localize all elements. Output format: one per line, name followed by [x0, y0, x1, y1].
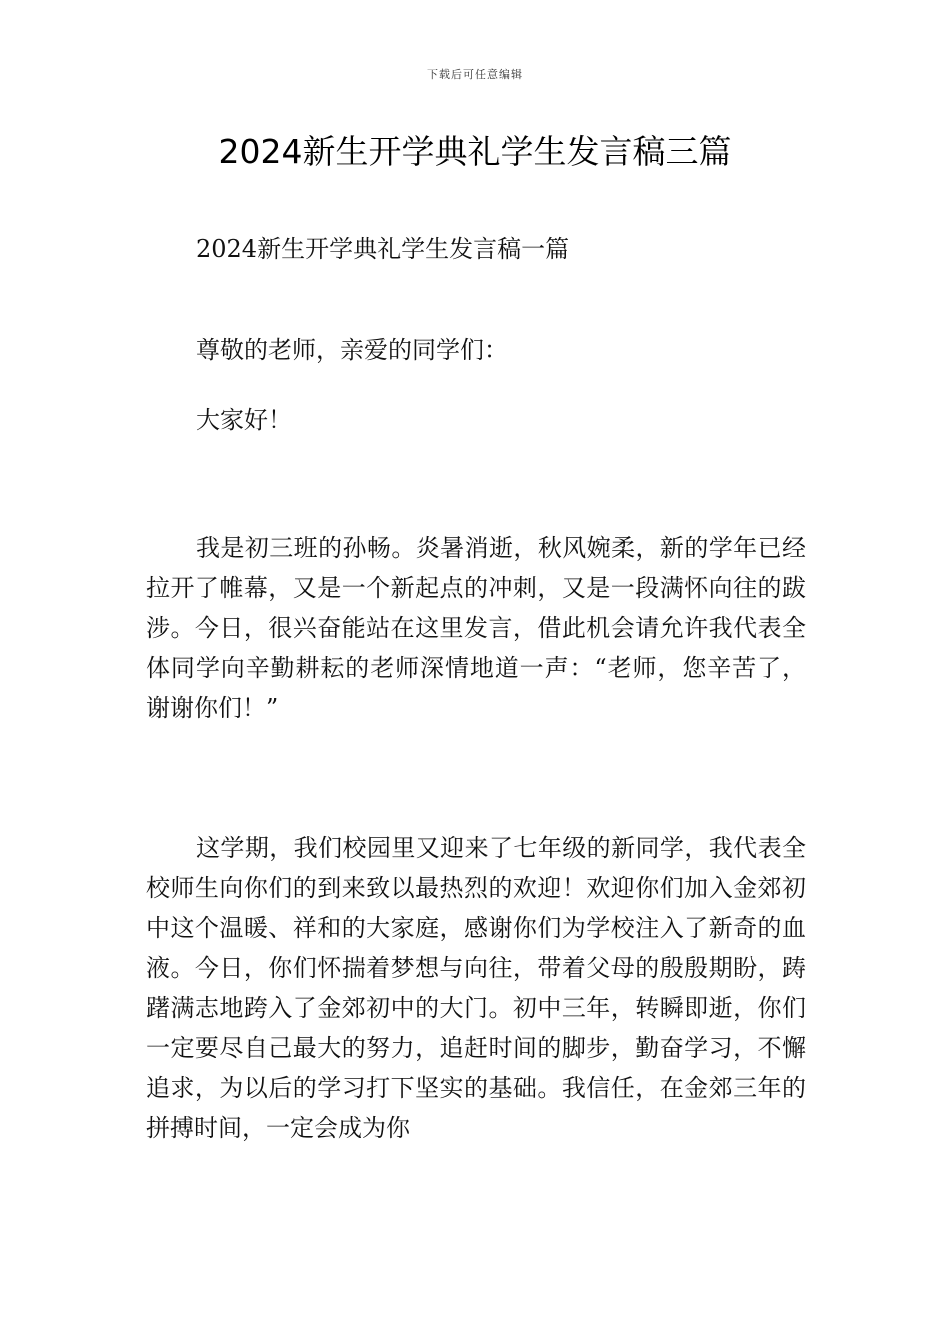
document-title: 2024新生开学典礼学生发言稿三篇 [218, 132, 732, 171]
paragraph-1: 我是初三班的孙畅。炎暑消逝，秋风婉柔，新的学年已经拉开了帷幕，又是一个新起点的冲刺，又是一段满怀向往的跋涉。今日，很兴奋能站在这里发言，借此机会请允许我代表全体同学向辛勤耕耘的老师深情地道一声：“老师，您辛苦了，谢谢你们！” [146, 534, 806, 722]
section-subtitle: 2024新生开学典礼学生发言稿一篇 [196, 235, 570, 263]
salutation: 尊敬的老师，亲爱的同学们： [196, 336, 508, 364]
paragraph-2: 这学期，我们校园里又迎来了七年级的新同学，我代表全校师生向你们的到来致以最热烈的欢迎！欢迎你们加入金郊初中这个温暖、祥和的大家庭，感谢你们为学校注入了新奇的血液。今日，你们怀揣着梦想与向往，带着父母的殷殷期盼，踌躇满志地跨入了金郊初中的大门。初中三年，转瞬即逝，你们一定要尽自己最大的努力，追赶时间的脚步，勤奋学习，不懈追求，为以后的学习打下坚实的基础。我信任，在金郊三年的拼搏时间，一定会成为你 [146, 834, 806, 1142]
header-note: 下载后可任意编辑 [427, 68, 523, 81]
greeting: 大家好！ [196, 406, 292, 434]
